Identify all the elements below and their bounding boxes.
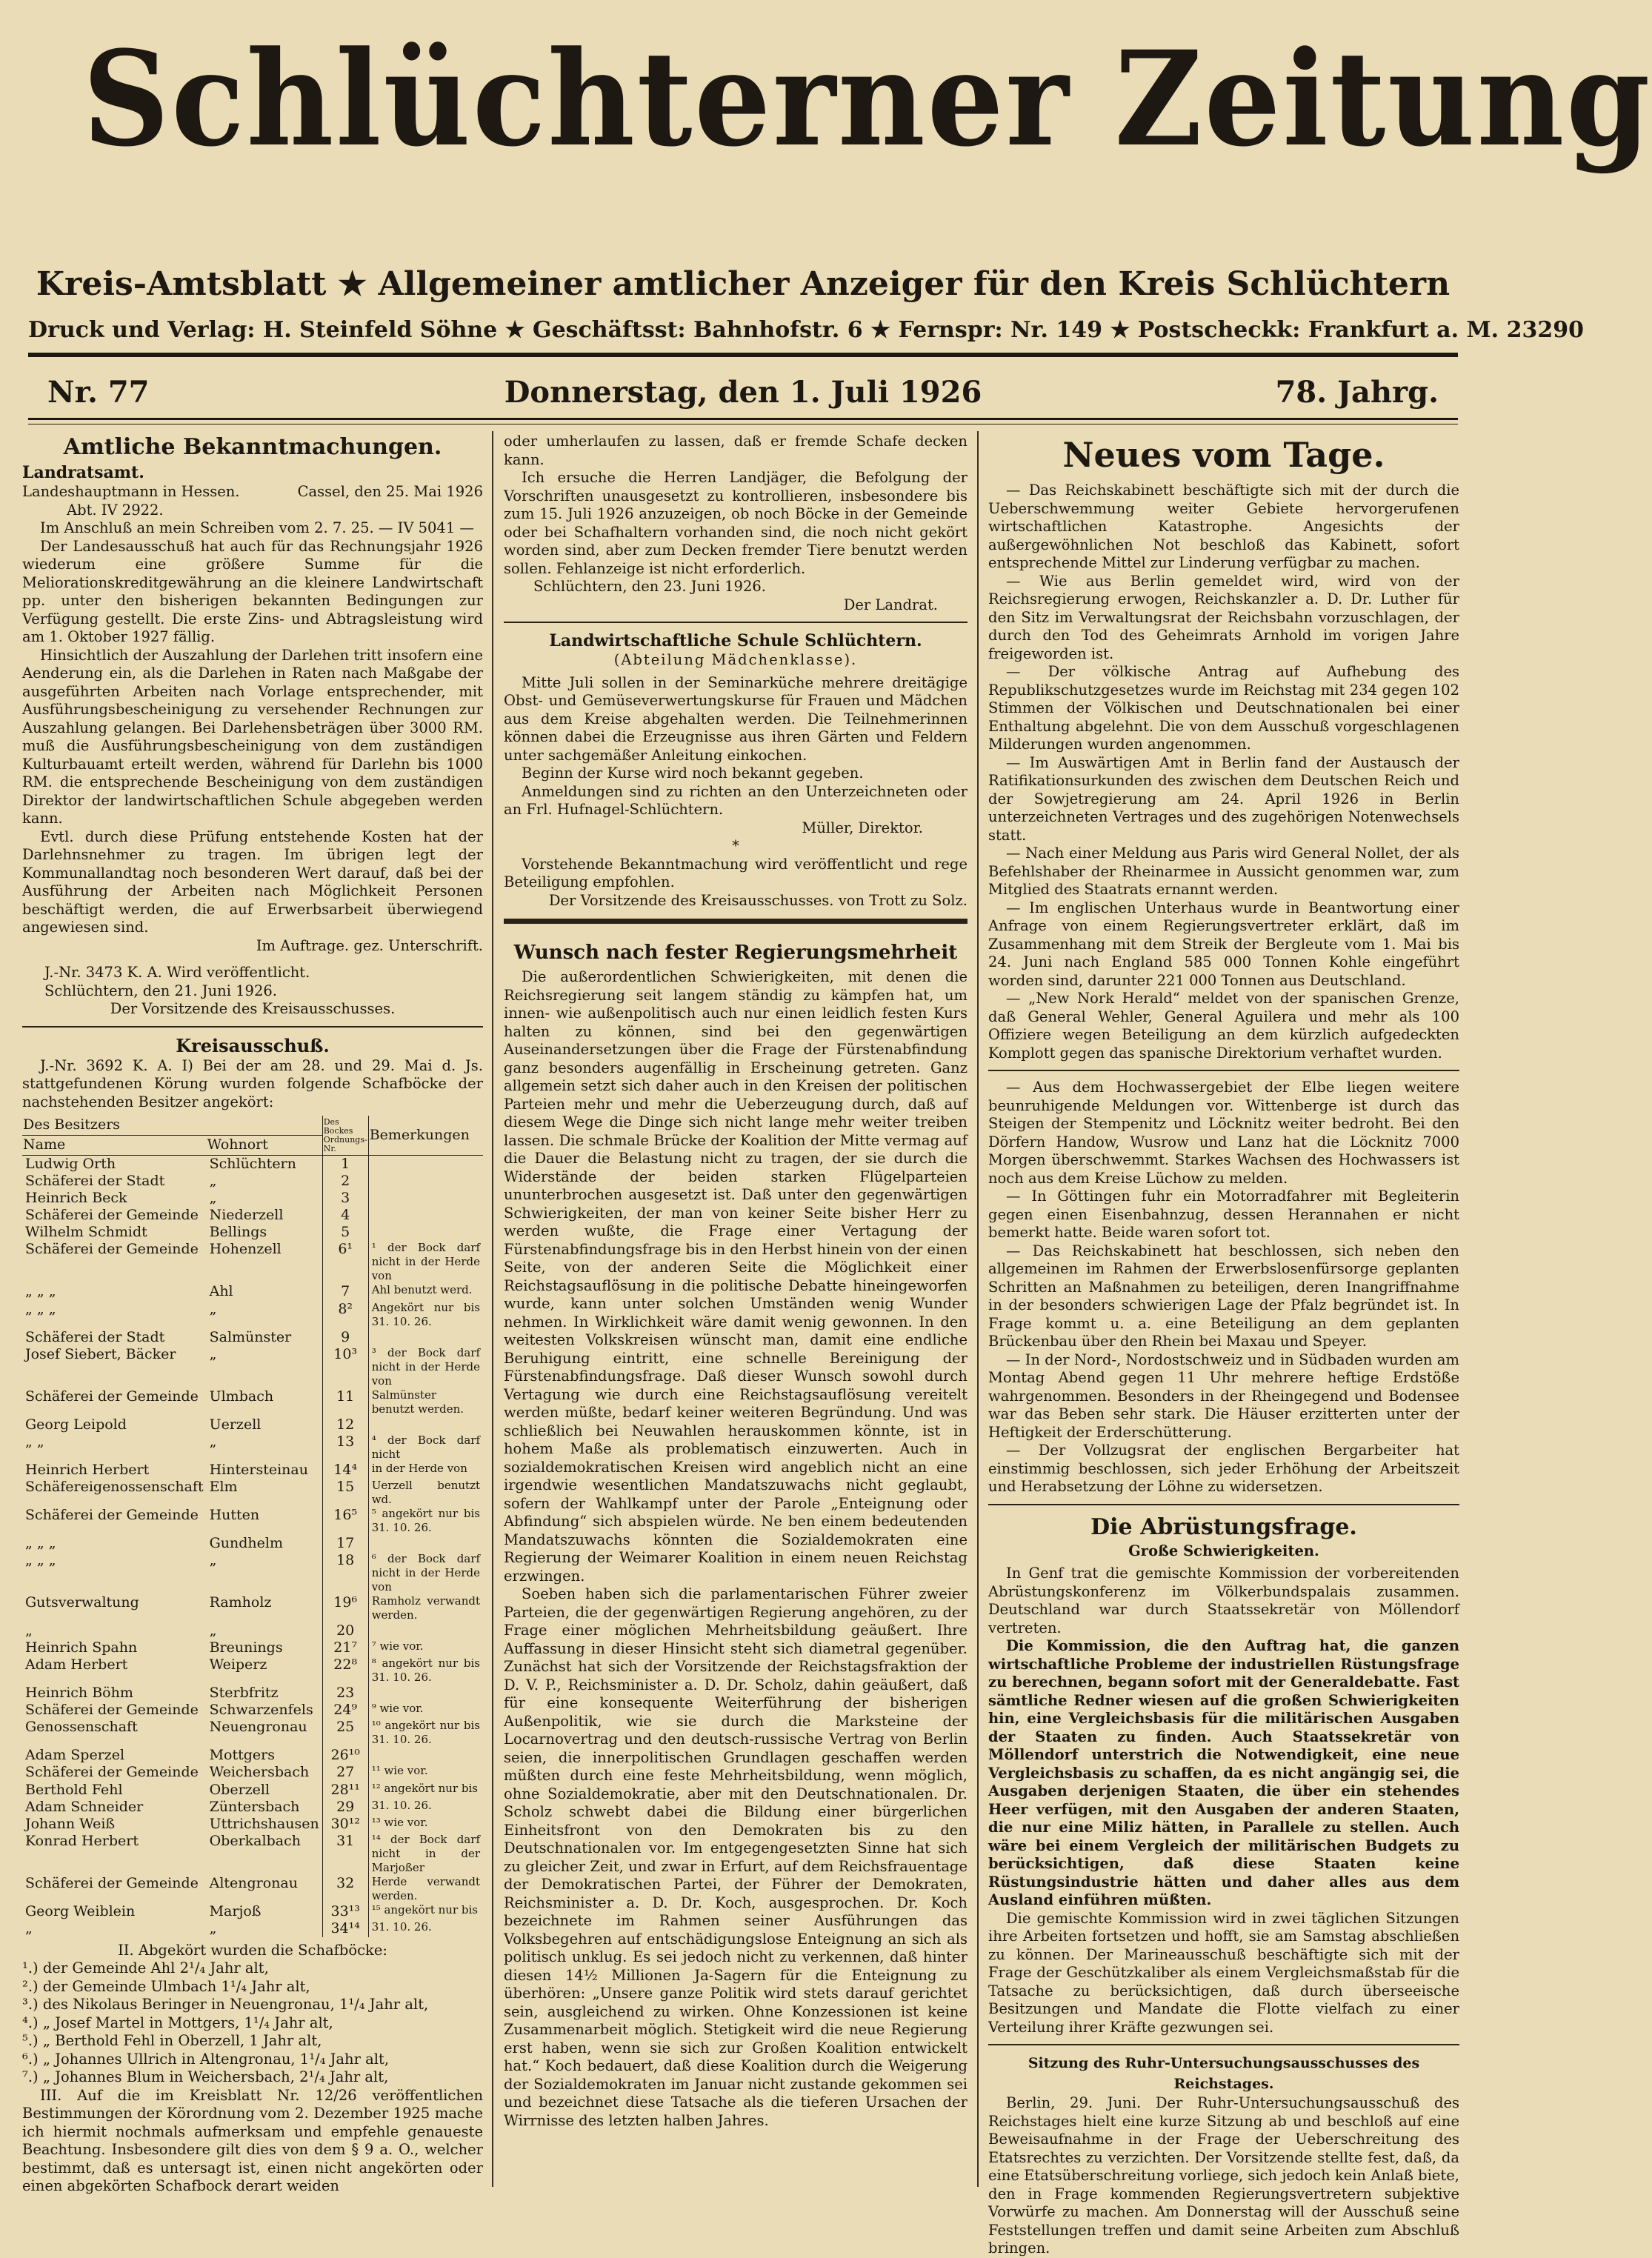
cell-remark bbox=[368, 1416, 483, 1433]
table-row bbox=[22, 1685, 483, 1702]
cell-place: Hutten bbox=[209, 1506, 260, 1523]
signature: Müller, Direktor. bbox=[802, 819, 923, 836]
cell-remark: 31. 10. 26. bbox=[371, 1919, 432, 1934]
cell-place: Schwarzenfels bbox=[209, 1702, 313, 1719]
paragraph: Beginn der Kurse wird noch bekannt gegeben. bbox=[522, 765, 864, 782]
cell-name: Schäferei der Gemeinde bbox=[25, 1702, 199, 1719]
cell-remark: ¹ der Bock darf nicht in der Herde von bbox=[371, 1241, 480, 1283]
article-headline: Wunsch nach fester Regierungsmehrheit bbox=[513, 942, 958, 964]
cell-name: Schäferei der Gemeinde bbox=[25, 1207, 199, 1224]
cell-place: „ bbox=[209, 1551, 217, 1568]
cell-nr: 13 bbox=[322, 1433, 368, 1462]
cell-remark: Ramholz verwandt werden. bbox=[371, 1593, 480, 1622]
paragraph: J.-Nr. 3692 K. A. I) Bei der am 28. und 29. Mai d. Js. stattgefundenen Körung wurden folgende Schafböcke der nachstehenden Besitzer angekört: bbox=[22, 1056, 483, 1110]
cell-name: Josef Siebert, Bäcker bbox=[25, 1345, 176, 1362]
news-item: — Wie aus Berlin gemeldet wird, wird von der Reichsregierung erwogen, Reichskanzler a. D. Dr. Luther für den Sitz im Verwaltungsrat der Reichsbahn vorzuschlagen, der durch den Tod des Geheimrats Arnhold im vorigen Jahre freigeworden ist. bbox=[988, 572, 1459, 662]
cell-remark: in der Herde von bbox=[371, 1461, 467, 1475]
cell-remark: Ahl benutzt werd. bbox=[371, 1283, 473, 1297]
cell-place: Gundhelm bbox=[209, 1534, 283, 1551]
cell-remark: ¹⁵ angekört nur bis bbox=[371, 1902, 479, 1916]
dateline: Schlüchtern, den 23. Juni 1926. bbox=[533, 578, 766, 595]
paragraph: Hinsichtlich der Auszahlung der Darlehen tritt insofern eine Aenderung ein, als die Darlehen in Raten nach Maßgabe der ausgeführten Arbeiten nach Vorlage entsprechender, mit Ausführungsbescheinigung zu versehender Rechnungen zur Auszahlung gelangen. Bei Darlehensbeträgen über 3000 RM. muß die Ausführungsbescheinigung von dem zuständigen Kulturbauamt erteilt werden, während für Darlehn bis 1000 RM. die entsprechende Bescheinigung von dem zuständigen Direktor der landwirtschaftlichen Schule abgegeben werden kann. bbox=[22, 646, 483, 827]
cell-remark: Uerzell benutzt wd. bbox=[371, 1478, 480, 1506]
paragraph: Mitte Juli sollen in der Seminarküche mehrere dreitägige Obst- und Gemüseverwertungskurse für Frauen und Mädchen aus dem Kreise abgehalten werden. Die Teilnehmerinnen können dabei die Erzeugnisse aus ihren Gärten und Feldern unter sachgemäßer Anleitung einkochen. bbox=[504, 673, 967, 764]
cell-remark: ⁴ der Bock darf nicht bbox=[371, 1433, 480, 1461]
cell-remark: Salmünster benutzt werden. bbox=[371, 1388, 464, 1416]
issue-date: Donnerstag, den 1. Juli 1926 bbox=[504, 375, 982, 410]
table-row bbox=[22, 1799, 483, 1816]
cell-place: Weichersbach bbox=[209, 1764, 310, 1781]
table-row bbox=[22, 1433, 483, 1462]
section-heading: Landwirtschaftliche Schule Schlüchtern. bbox=[549, 631, 922, 650]
cell-nr: 28¹¹ bbox=[322, 1782, 368, 1799]
cell-name: „ „ „ bbox=[25, 1283, 56, 1300]
cell-remark bbox=[368, 1685, 483, 1702]
cell-nr: 24⁹ bbox=[322, 1702, 368, 1719]
cell-name: Adam Herbert bbox=[25, 1656, 128, 1673]
news-item: — Aus dem Hochwassergebiet der Elbe liegen weitere beunruhigende Meldungen vor. Wittenberge ist durch das Steigen der Stempenitz und Löcknitz weiter bedroht. Bei den Dörfern Handow, Wusrow und Lanz hat die Löcknitz 7000 Morgen überschwemmt. Starkes Wachsen des Hochwassers ist noch aus dem Kreise Lüchow zu melden. bbox=[988, 1079, 1459, 1187]
cell-remark: ⁷ wie vor. bbox=[371, 1639, 424, 1653]
cell-nr: 27 bbox=[322, 1764, 368, 1781]
paragraph: Vorstehende Bekanntmachung wird veröffentlicht und rege Beteiligung empfohlen. bbox=[504, 855, 967, 890]
paragraph: Ich ersuche die Herren Landjäger, die Befolgung der Vorschriften unausgesetzt zu kontrollieren, insbesondere bis zum 15. Juli 1926 anzuzeigen, ob noch Böcke in der Gemeinde oder bei Schafhaltern vorhanden sind, die noch nicht gekört worden sind, aber zum Decken fremder Tiere benutzt werden sollen. Fehlanzeige ist nicht erforderlich. bbox=[504, 469, 967, 577]
cell-nr: 11 bbox=[322, 1388, 368, 1416]
list-item: ⁶.) „ Johannes Ullrich in Altengronau, 1¹/₄ Jahr alt, bbox=[22, 2050, 390, 2068]
issue-rule-top bbox=[28, 418, 1458, 420]
cell-nr: 30¹² bbox=[322, 1816, 368, 1833]
dateline: Schlüchtern, den 21. Juni 1926. bbox=[44, 982, 277, 999]
cell-place: Uerzell bbox=[209, 1416, 262, 1433]
paragraph: oder umherlaufen zu lassen, daß er fremde Schafe decken kann. bbox=[504, 433, 967, 468]
cell-name: Ludwig Orth bbox=[25, 1156, 116, 1172]
paragraph: Anmeldungen sind zu richten an den Unterzeichneten oder an Frl. Hufnagel-Schlüchtern. bbox=[504, 782, 967, 818]
table-row bbox=[22, 1241, 483, 1283]
cell-name: „ bbox=[25, 1919, 33, 1936]
paragraph: Soeben haben sich die parlamentarischen Führer zweier Parteien, die der gegenwärtigen Regierung angehören, zu der Frage einer möglichen Mehrheitsbildung geäußert. Ihre Auffassung in dieser Hinsicht steht sich diametral gegenüber. Zunächst hat sich der Vorsitzende der Reichstagsfraktion der D. V. P., Reichsminister a. D. Dr. Scholz, dahin geäußert, daß für eine konsequente Weiterführung der bisherigen Außenpolitik, wie sie durch die Marksteine der Locarnovertrag und den deutsch-russische Vertrag von Berlin seien, die innerpolitischen Grundlagen geschaffen werden müßten durch eine feste Mehrheitsbildung, wenn möglich, ohne Sozialdemokratie, aber mit den Deutschnationalen. Dr. Scholz schwebt dabei die Bildung einer bürgerlichen Einheitsfront von den Demokraten bis zu den Deutschnationalen vor. Im entgegengesetzten Sinne hat sich zu gleicher Zeit, und zwar in Erfurt, auf dem Reichsfrauentage der Demokratischen Partei, der Führer der Demokraten, Reichsminister a. D. Dr. Koch, ausgesprochen. Dr. Koch bezeichnete im Rahmen seiner Ausführungen das Volksbegehren auf entschädigungslose Enteignung an sich als politisch unklug. Es sei jedoch nicht zu verkennen, daß hinter diesen 14½ Millionen Ja-Sagern für die Enteignung zu überhören: „Unsere ganze Politik wird stets darauf gerichtet sein, ausgleichend zu wirken. Ohne Konzessionen ist keine Zusammenarbeit möglich. Stetigkeit wird die neue Regierung erst haben, wenn sie sich zur Großen Koalition entwickelt hat.“ Koch bedauert, daß diese Koalition durch die Weigerung der Sozialdemokraten im Januar nicht zustande gekommen sei und bezeichnet diese Tatsache als die tieferen Ursachen der Wirrnisse des letzten halben Jahres. bbox=[504, 1585, 967, 2129]
paragraph: III. Auf die im Kreisblatt Nr. 12/26 veröffentlichen Bestimmungen der Körordnung vom 2. Dezember 1925 mache ich hiermit nochmals aufmerksam und empfehle genaueste Beachtung. Insbesondere gilt dies von dem § 9 a. O., welcher bestimmt, daß es untersagt ist, einen nicht angekörten oder einen abgekörten Schafbock derart weiden bbox=[22, 2086, 483, 2195]
cell-name: Schäfereigenossenschaft bbox=[25, 1478, 204, 1495]
table-row bbox=[22, 1301, 483, 1329]
paragraph: Evtl. durch diese Prüfung entstehende Kosten hat der Darlehnsnehmer zu tragen. Im übrigen legt der Kommunallandtag noch besonderen Wert darauf, daß bei der Ausführung der Arbeiten nach Möglichkeit Personen beschäftigt werden, die auf Erwerbsarbeit überwiegend angewiesen sind. bbox=[22, 827, 483, 936]
table-row bbox=[22, 1535, 483, 1552]
table-row bbox=[22, 1283, 483, 1300]
cell-name: „ „ bbox=[25, 1433, 44, 1450]
signature: Der Vorsitzende des Kreisausschusses. bbox=[110, 1000, 396, 1017]
paragraph: In Genf trat die gemischte Kommission der vorbereitenden Abrüstungskonferenz im Völkerbundspalais zusammen. Deutschland war durch Staatssekretär von Möllendorf vertreten. bbox=[988, 1565, 1459, 1636]
cell-nr: 4 bbox=[322, 1207, 368, 1224]
table-head-name: Name bbox=[22, 1136, 207, 1156]
cell-nr: 31 bbox=[322, 1833, 368, 1875]
signature: Im Auftrage. gez. Unterschrift. bbox=[256, 936, 483, 954]
cell-place: Bellings bbox=[209, 1224, 267, 1241]
paragraph: Im Anschluß an mein Schreiben vom 2. 7. 25. — IV 5041 — bbox=[40, 519, 474, 536]
table-head-place: Wohnort bbox=[207, 1136, 323, 1156]
table-head-owner: Des Besitzers bbox=[22, 1116, 322, 1136]
cell-nr: 15 bbox=[322, 1479, 368, 1507]
cell-place: Niederzell bbox=[209, 1207, 284, 1224]
cell-place: „ bbox=[209, 1173, 217, 1190]
cell-nr: 21⁷ bbox=[322, 1639, 368, 1656]
reference: Abt. IV 2922. bbox=[67, 501, 164, 519]
news-item: — Nach einer Meldung aus Paris wird General Nollet, der als Befehlshaber der Rheinarmee in Aussicht genommen war, zum Mitglied des Staatrats ernannt werden. bbox=[988, 845, 1459, 898]
news-item: — Das Reichskabinett beschäftigte sich mit der durch die Ueberschwemmung weiter Gebiete hervorgerufenen wirtschaftlichen Katastrophe. Angesichts der außergewöhnlichen Not beschloß das Kabinett, sofort entsprechende Mittel zur Linderung verfügbar zu machen. bbox=[988, 482, 1459, 571]
cell-remark bbox=[368, 1224, 483, 1241]
table-row bbox=[22, 1782, 483, 1799]
news-item: — Der Vollzugsrat der englischen Bergarbeiter hat einstimmig beschlossen, sich jeder Erhöhung der Arbeitszeit und Herabsetzung der Löhne zu widersetzen. bbox=[988, 1442, 1459, 1495]
cell-place: Züntersbach bbox=[209, 1798, 300, 1815]
cell-nr: 33¹³ bbox=[322, 1903, 368, 1920]
article-headline: Sitzung des Ruhr-Untersuchungsausschusses des Reichstages. bbox=[1027, 2055, 1420, 2092]
cell-place: Oberkalbach bbox=[209, 1832, 301, 1849]
cell-place: Weiperz bbox=[209, 1656, 267, 1673]
cell-remark: ¹³ wie vor. bbox=[371, 1815, 428, 1829]
news-item: — Im Auswärtigen Amt in Berlin fand der Austausch der Ratifikationsurkunden des zwischen dem Deutschen Reich und der Sowjetregierung am 24. April 1926 in Berlin unterzeichneten Vertrages und des zugehörigen Notenwechsels statt. bbox=[988, 753, 1459, 844]
list-item: ⁷.) „ Johannes Blum in Weichersbach, 2¹/₄ Jahr alt, bbox=[22, 2068, 389, 2086]
cell-remark bbox=[368, 1207, 483, 1224]
cell-nr: 9 bbox=[322, 1329, 368, 1346]
news-item: — „New Nork Herald“ meldet von der spanischen Grenze, daß General Wehler, General Aguilera und mehr als 100 Offiziere wegen Beteiligung an dem kürzlich aufgedeckten Komplott gegen das spanische Direktorium verhaftet wurden. bbox=[988, 990, 1459, 1062]
cell-remark: ³ der Bock darf nicht in der Herde von bbox=[371, 1345, 480, 1388]
cell-name: Georg Leipold bbox=[25, 1416, 127, 1433]
cell-remark: ¹⁰ angekört nur bis 31. 10. 26. bbox=[371, 1719, 480, 1747]
cell-remark bbox=[368, 1190, 483, 1207]
signature: Der Landrat. bbox=[843, 596, 938, 613]
cell-place: Breunings bbox=[209, 1639, 283, 1656]
cell-place: „ bbox=[209, 1433, 217, 1450]
cell-place: „ bbox=[209, 1345, 217, 1362]
cell-nr: 22⁸ bbox=[322, 1656, 368, 1685]
cell-name: Heinrich Böhm bbox=[25, 1685, 133, 1702]
table-row bbox=[22, 1462, 483, 1479]
cell-name: Konrad Herbert bbox=[25, 1832, 139, 1849]
cell-nr: 1 bbox=[322, 1156, 368, 1173]
cell-remark bbox=[368, 1156, 483, 1173]
list-item: ⁵.) „ Berthold Fehl in Oberzell, 1 Jahr alt, bbox=[22, 2032, 322, 2050]
table-row bbox=[22, 1594, 483, 1622]
list-item: ⁴.) „ Josef Martel in Mottgers, 1¹/₄ Jahr alt, bbox=[22, 2014, 333, 2031]
cell-remark bbox=[368, 1747, 483, 1764]
list-heading: II. Abgekört wurden die Schafböcke: bbox=[118, 1941, 387, 1959]
dateline-left: Landeshauptmann in Hessen. bbox=[22, 483, 240, 500]
table-row bbox=[22, 1875, 483, 1903]
cell-remark: ⁵ angekört nur bis 31. 10. 26. bbox=[371, 1506, 480, 1534]
cell-place: Oberzell bbox=[209, 1781, 270, 1798]
paragraph: Der Landesausschuß hat auch für das Rechnungsjahr 1926 wiederum eine größere Summe für die Meliorationskreditgewährung an die kleinere Landwirtschaft pp. unter den bisherigen bekannten Bedingungen zur Verfügung gestellt. Die erste Zins- und Abtragsleistung wird am 1. Oktober 1927 fällig. bbox=[22, 537, 483, 645]
cell-name: Heinrich Beck bbox=[25, 1190, 127, 1207]
cell-remark: ¹¹ wie vor. bbox=[371, 1764, 428, 1778]
cell-name: Schäferei der Stadt bbox=[25, 1173, 165, 1190]
cell-name: Berthold Fehl bbox=[25, 1781, 123, 1798]
table-row bbox=[22, 1224, 483, 1241]
issue-number: Nr. 77 bbox=[47, 375, 150, 410]
table-row bbox=[22, 1346, 483, 1388]
masthead-title: Schlüchterner Zeitung bbox=[82, 22, 1652, 176]
list-item: ¹.) der Gemeinde Ahl 2¹/₄ Jahr alt, bbox=[22, 1959, 269, 1977]
cell-remark: Herde verwandt werden. bbox=[371, 1874, 480, 1902]
cell-name: Genossenschaft bbox=[25, 1719, 138, 1736]
cell-place: Sterbfritz bbox=[209, 1685, 279, 1702]
table-row bbox=[22, 1329, 483, 1346]
list-item: ².) der Gemeinde Ulmbach 1¹/₄ Jahr alt, bbox=[22, 1977, 310, 1995]
cell-place: „ bbox=[209, 1300, 217, 1317]
cell-name: Schäferei der Gemeinde bbox=[25, 1388, 199, 1405]
cell-nr: 8² bbox=[322, 1301, 368, 1329]
cell-name: Wilhelm Schmidt bbox=[25, 1224, 147, 1241]
cell-place: Hintersteinau bbox=[209, 1461, 308, 1478]
table-row bbox=[22, 1552, 483, 1594]
paragraph: Berlin, 29. Juni. Der Ruhr-Untersuchungsausschuß des Reichstages hielt eine kurze Sitzung ab und beschloß auf eine Beweisaufnahme in der Frage der Ueberschreitung des Etatsrechtes zu verzichten. Der Vorsitzende stellte fest, daß, da eine Etatsüberschreitung vorliege, sich jedoch kein Anlaß biete, den in Frage kommenden Regierungsvertretern subjektive Vorwürfe zu machen. Am Donnerstag will der Ausschuß seine Feststellungen treffen und damit seine Arbeiten zum Abschluß bringen. bbox=[988, 2094, 1459, 2257]
cell-nr: 10³ bbox=[322, 1346, 368, 1388]
table-row bbox=[22, 1190, 483, 1207]
cell-nr: 2 bbox=[322, 1173, 368, 1190]
section-heading: Amtliche Bekanntmachungen. bbox=[63, 434, 442, 460]
cell-place: Schlüchtern bbox=[209, 1156, 296, 1172]
news-item: — In Göttingen fuhr ein Motorradfahrer mit Begleiterin gegen einen Eisenbahnzug, dessen Herannahen er nicht bemerkt hatte. Beide waren sofort tot. bbox=[988, 1188, 1459, 1241]
cell-name: Adam Sperzel bbox=[25, 1747, 125, 1764]
table-head-nr: Des Bockes Ordnungs-Nr. bbox=[322, 1116, 368, 1156]
cell-nr: 25 bbox=[322, 1719, 368, 1747]
cell-place: Neuengronau bbox=[209, 1719, 307, 1736]
news-item: — Im englischen Unterhaus wurde in Beantwortung einer Anfrage von einem Regierungsvertreter erklärt, daß im Zusammenhang mit dem Streik der Bergleute vom 1. Mai bis 24. Juni nach England 585 000 Tonnen Kohle eingeführt worden sind, darunter 221 000 Tonnen aus Deutschland. bbox=[988, 899, 1459, 989]
cell-name: Georg Weiblein bbox=[25, 1902, 136, 1919]
subheading: Landratsamt. bbox=[22, 463, 144, 482]
table-row bbox=[22, 1416, 483, 1433]
cell-place: Hohenzell bbox=[209, 1241, 282, 1258]
cell-name: Heinrich Spahn bbox=[25, 1639, 138, 1656]
table-row bbox=[22, 1207, 483, 1224]
column-middle bbox=[504, 433, 967, 2130]
signature: Der Vorsitzende des Kreisausschusses. von Trott zu Solz. bbox=[548, 891, 967, 909]
paragraph: Die außerordentlichen Schwierigkeiten, mit denen die Reichsregierung seit langem ständig zu kämpfen hat, um innen- wie außenpolitisch auch nur einen leidlich festen Kurs halten zu können, sind bei den gegenwärtigen Auseinandersetzungen über die Frage der Fürstenabfindung ganz besonders augenfällig in Erscheinung getreten. Ganz allgemein setzt sich daher auch in den Kreisen der politischen Parteien mehr und mehr die Ueberzeugung durch, daß auf diesem Wege die Dinge sich nicht lange mehr weiter treiben lassen. Die schmale Brücke der Koalition der Mitte vermag auf die Dauer die Belastung nicht zu tragen, der sie durch die Widerstände der beiden starken Flügelparteien ununterbrochen ausgesetzt ist. Daß unter den gegenwärtigen Schwierigkeiten, der man von keiner Seite bisher Herr zu werden wußte, die Frage einer Vertagung der Fürstenabfindungsfrage bis in den Herbst hinein von der einen Seite, von der anderen Seite die Möglichkeit einer Reichstagsauflösung in die politische Debatte hineingeworfen wurde, kann unter solchen Umständen wenig Wunder nehmen. In Wirklichkeit wäre damit wenig gewonnen. In den weitesten Volkskreisen wünscht man, damit eine endliche Beruhigung eintritt, eine schnelle Bereinigung der Fürstenabfindungsfrage. Daß dieser Wunsch sowohl durch Vertagung wie durch eine Reichstagsauflösung vereitelt werden müßte, bedarf keiner weiteren Begründung. Und was schließlich bei Neuwahlen herauskommen könnte, ist in hohem Maße als problematisch einzuwerten. Auch in sozialdemokratischen Kreisen wird angeblich nicht an eine irgendwie wesentlichen Mandatszuwachs nicht geglaubt, sofern der Wahlkampf unter der Parole „Enteignung oder Abfindung“ sich abspielen würde. Ne ben einem bedeutenden Mandatszuwachs könnten die Sozialdemokraten eine Regierung der Weimarer Koalition in einem neuen Reichstag erzwingen. bbox=[504, 968, 967, 1585]
table-row bbox=[22, 1622, 483, 1639]
news-item: — Das Reichskabinett hat beschlossen, sich neben den allgemeinen im Rahmen der Erwerbslosenfürsorge geplanten Schritten an Maßnahmen zu beteiligen, deren Inangriffnahme in der besonders schwierigen Lage der Pfalz begründet ist. In Frage kommt u. a. eine Beteiligung an dem geplanten Brückenbau über den Rhein bei Maxau und Speyer. bbox=[988, 1242, 1459, 1350]
paragraph: Die gemischte Kommission wird in zwei täglichen Sitzungen ihre Arbeiten fortsetzen und hofft, sie am Samstag abschließen zu können. Der Marineausschuß beschäftigte sich mit der Frage der Geschützkaliber als einem Vergleichsmaßstab für die Tatsache zu berücksichtigen, daß durch überseeische Besitzungen und Mandate die Flotte vielfach zu einer Verteilung ihrer Kräfte gezwungen sei. bbox=[988, 1909, 1459, 2036]
cell-name: „ „ „ bbox=[25, 1551, 56, 1568]
masthead-rule bbox=[28, 353, 1458, 357]
cell-name: Schäferei der Stadt bbox=[25, 1328, 165, 1345]
cell-nr: 20 bbox=[322, 1622, 368, 1639]
table-row bbox=[22, 1173, 483, 1190]
cell-remark bbox=[368, 1535, 483, 1552]
table-head-remarks: Bemerkungen bbox=[368, 1116, 483, 1156]
cell-nr: 14⁴ bbox=[322, 1462, 368, 1479]
cell-nr: 6¹ bbox=[322, 1241, 368, 1283]
cell-place: Marjoß bbox=[209, 1902, 262, 1919]
table-row bbox=[22, 1719, 483, 1747]
cell-name: Schäferei der Gemeinde bbox=[25, 1764, 199, 1781]
cell-place: „ bbox=[209, 1919, 217, 1936]
cell-name: Johann Weiß bbox=[25, 1815, 116, 1832]
cell-nr: 18 bbox=[322, 1552, 368, 1594]
cell-nr: 29 bbox=[322, 1799, 368, 1816]
issue-bar bbox=[47, 369, 1439, 413]
table-row bbox=[22, 1507, 483, 1535]
cell-place: Ahl bbox=[209, 1283, 233, 1300]
cell-remark: ¹⁴ der Bock darf nicht in der Marjoßer bbox=[371, 1832, 480, 1874]
dateline-right: Cassel, den 25. Mai 1926 bbox=[297, 483, 483, 500]
list-item: ³.) des Nikolaus Beringer in Neuengronau, 1¹/₄ Jahr alt, bbox=[22, 1996, 429, 2014]
cell-name: „ bbox=[25, 1622, 33, 1639]
cell-remark bbox=[368, 1329, 483, 1346]
column-divider bbox=[492, 431, 493, 2187]
table-row bbox=[22, 1656, 483, 1685]
cell-name: Schäferei der Gemeinde bbox=[25, 1874, 199, 1891]
cell-name: „ „ „ bbox=[25, 1534, 56, 1551]
table-row bbox=[22, 1816, 483, 1833]
article-headline: Die Abrüstungsfrage. bbox=[1090, 1513, 1357, 1540]
masthead-imprint: Druck und Verlag: H. Steinfeld Söhne ★ Geschäftsst: Bahnhofstr. 6 ★ Fernspr: Nr. 149 ★ Postscheckk: Frankfurt a. M. 23290 bbox=[28, 317, 1584, 343]
table-row bbox=[22, 1388, 483, 1416]
cell-remark: ⁹ wie vor. bbox=[371, 1702, 424, 1716]
cell-place: Ramholz bbox=[209, 1593, 272, 1611]
cell-place: Elm bbox=[209, 1478, 238, 1495]
cell-place: Ulmbach bbox=[209, 1388, 274, 1405]
cell-name: Heinrich Herbert bbox=[25, 1461, 150, 1478]
cell-nr: 7 bbox=[322, 1283, 368, 1300]
cell-place: Altengronau bbox=[209, 1874, 298, 1891]
news-item: — Der völkische Antrag auf Aufhebung des Republikschutzgesetzes wurde im Reichstag mit 234 gegen 102 Stimmen der Völkischen und Deutschnationalen bei einer Enthaltung abgelehnt. Die von dem Ausschuß vorgeschlagenen Milderungen wurden angenommen. bbox=[988, 663, 1459, 753]
cell-nr: 12 bbox=[322, 1416, 368, 1433]
cell-place: „ bbox=[209, 1190, 217, 1207]
table-row bbox=[22, 1764, 483, 1781]
column-divider bbox=[977, 431, 979, 2187]
cell-name: Adam Schneider bbox=[25, 1798, 144, 1815]
separator-star: * bbox=[732, 837, 739, 854]
cell-remark: 31. 10. 26. bbox=[371, 1798, 432, 1812]
cell-nr: 32 bbox=[322, 1875, 368, 1903]
section-heading: Neues vom Tage. bbox=[1062, 435, 1385, 475]
cell-place: Mottgers bbox=[209, 1747, 275, 1764]
table-row bbox=[22, 1639, 483, 1656]
table-row bbox=[22, 1747, 483, 1764]
subheading: (Abteilung Mädchenklasse). bbox=[613, 651, 858, 668]
dateline bbox=[22, 483, 483, 502]
issue-year: 78. Jahrg. bbox=[1275, 375, 1439, 410]
paragraph: Die Kommission, die den Auftrag hat, die ganzen wirtschaftliche Probleme der industriellen Rüstungsfrage zu berechnen, begann sofort mit der Generaldebatte. Fast sämtliche Redner wiesen auf die großen Schwierigkeiten hin, eine Vergleichsbasis für die militärischen Ausgaben der Staaten zu finden. Auch Staatssekretär von Möllendorf unterstrich die Notwendigkeit, eine neue Vergleichsbasis zu schaffen, da es nicht angängig sei, die Ausgaben derjenigen Staaten, die über ein stehendes Heer verfügen, mit den Ausgaben der anderen Staaten, die nur eine Miliz hätten, in Parallele zu stellen. Auch wäre bei einem Vergleich der militärischen Budgets zu berücksichtigen, daß diese Staaten keine Rüstungsindustrie hätten und daher alles aus dem Ausland einführen müßten. bbox=[988, 1637, 1459, 1908]
table-row bbox=[22, 1920, 483, 1937]
news-item: — In der Nord-, Nordostschweiz und in Südbaden wurden am Montag Abend gegen 11 Uhr mehrere heftige Erdstöße wahrgenommen. Besonders in der Rheingegend und Bodensee war das Beben sehr stark. Die Häuser erzitterten unter der Heftigkeit der Erderschütterung. bbox=[988, 1351, 1459, 1441]
cell-name: „ „ „ bbox=[25, 1300, 56, 1317]
cell-remark: ¹² angekört nur bis bbox=[371, 1781, 479, 1795]
cell-place: „ bbox=[209, 1622, 217, 1639]
newspaper-page bbox=[21, 18, 1652, 2257]
cell-nr: 5 bbox=[322, 1224, 368, 1241]
table-row bbox=[22, 1156, 483, 1173]
abgekoert-list bbox=[22, 1959, 483, 2087]
cell-name: Gutsverwaltung bbox=[25, 1593, 139, 1611]
cell-name: Schäferei der Gemeinde bbox=[25, 1241, 199, 1258]
table-row bbox=[22, 1702, 483, 1719]
column-right bbox=[988, 433, 1459, 2258]
table-row bbox=[22, 1833, 483, 1875]
section-heading: Kreisausschuß. bbox=[176, 1034, 330, 1056]
cell-place: Salmünster bbox=[209, 1328, 292, 1345]
cell-remark bbox=[368, 1622, 483, 1639]
cell-nr: 34¹⁴ bbox=[322, 1920, 368, 1937]
cell-nr: 23 bbox=[322, 1685, 368, 1702]
cell-nr: 26¹⁰ bbox=[322, 1747, 368, 1764]
cell-remark: ⁸ angekört nur bis 31. 10. 26. bbox=[371, 1656, 480, 1685]
cell-place: Uttrichshausen bbox=[209, 1815, 319, 1832]
table-row bbox=[22, 1903, 483, 1920]
cell-nr: 3 bbox=[322, 1190, 368, 1207]
cell-nr: 17 bbox=[322, 1535, 368, 1552]
cell-remark: Angekört nur bis 31. 10. 26. bbox=[371, 1300, 480, 1328]
article-subheadline: Große Schwierigkeiten. bbox=[1128, 1542, 1319, 1559]
masthead-subtitle: Kreis-Amtsblatt ★ Allgemeiner amtlicher Anzeiger für den Kreis Schlüchtern bbox=[36, 265, 1451, 303]
cell-remark bbox=[368, 1173, 483, 1190]
cell-name: Schäferei der Gemeinde bbox=[25, 1506, 199, 1523]
journal-number: J.-Nr. 3473 K. A. Wird veröffentlicht. bbox=[44, 964, 310, 981]
column-left bbox=[22, 433, 483, 2196]
owners-table bbox=[22, 1116, 483, 1937]
cell-nr: 16⁵ bbox=[322, 1507, 368, 1535]
cell-remark: ⁶ der Bock darf nicht in der Herde von bbox=[371, 1551, 480, 1593]
cell-nr: 19⁶ bbox=[322, 1594, 368, 1622]
table-row bbox=[22, 1479, 483, 1507]
